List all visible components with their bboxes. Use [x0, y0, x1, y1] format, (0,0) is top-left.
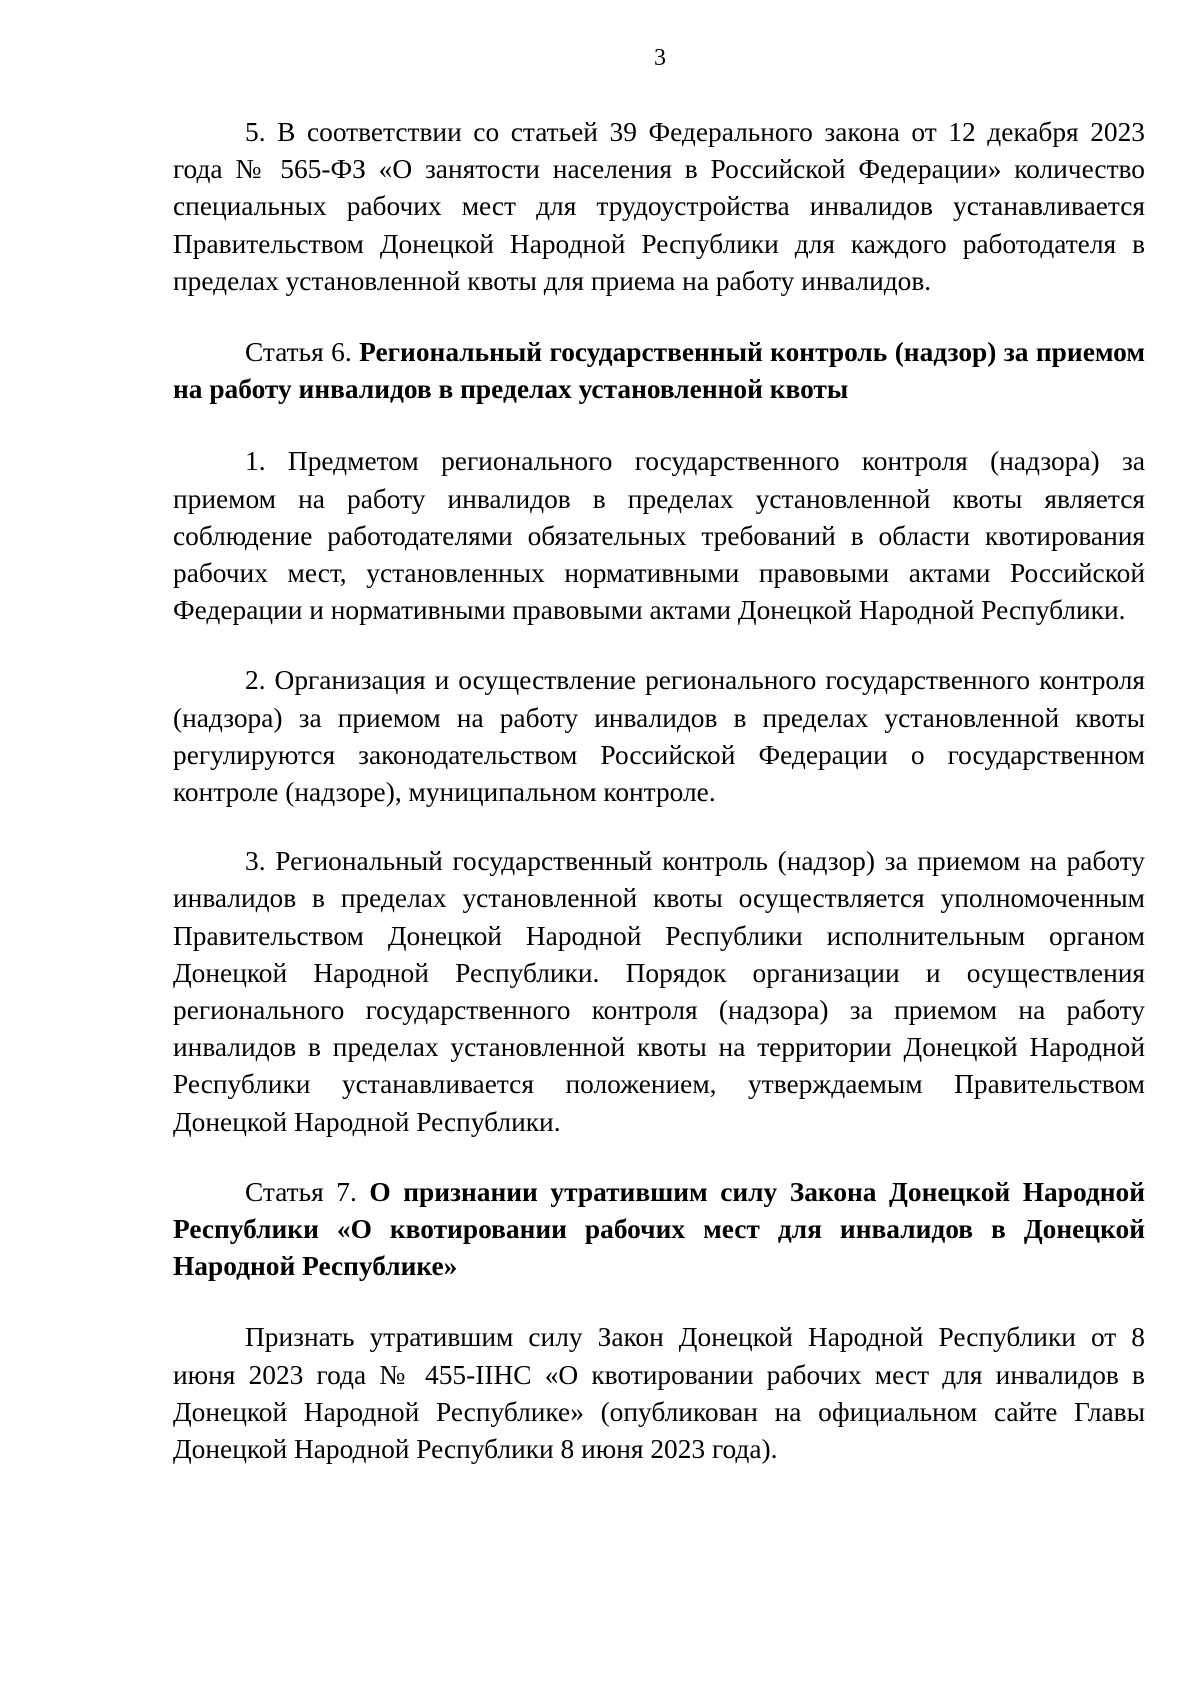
paragraph-5: 5. В соответствии со статьей 39 Федерального закона от 12 декабря 2023 года № 565-ФЗ «О занятости населения в Российской Федерации» количество специальных рабочих мест для трудоустройства инвалидов устанавливается Правительством Донецкой Народной Республики для каждого работодателя в пределах установленной квоты для приема на работу инвалидов.: [173, 117, 1145, 296]
article-7-title: О признании утратившим силу Закона Донецкой Народной Республики «О квотировании рабочих мест для инвалидов в Донецкой Народной Республике»: [173, 1176, 1145, 1282]
article-6-paragraph-2: 2. Организация и осуществление регионального государственного контроля (надзора) за приемом на работу инвалидов в пределах установленной квоты регулируются законодательством Российской Федерации о государственном контроле (надзоре), муниципальном контроле.: [173, 665, 1145, 808]
page-number: 3: [654, 45, 666, 71]
article-7-paragraph-1: Признать утратившим силу Закон Донецкой Народной Республики от 8 июня 2023 года № 455-IIНС «О квотировании рабочих мест для инвалидов в Донецкой Народной Республике» (опубликован на официальном сайте Главы Донецкой Народной Республики 8 июня 2023 года).: [173, 1322, 1145, 1465]
article-7-label: Статья 7.: [245, 1176, 370, 1207]
article-6-paragraph-1: 1. Предметом регионального государственного контроля (надзора) за приемом на работу инвалидов в пределах установленной квоты является соблюдение работодателями обязательных требований в области квотирования рабочих мест, установленных нормативными правовыми актами Российской Федерации и нормативными правовыми актами Донецкой Народной Республики.: [173, 446, 1145, 626]
document-body: [173, 114, 1145, 1468]
article-7-heading: [173, 1174, 1145, 1286]
article-6-paragraph-3: 3. Региональный государственный контроль (надзор) за приемом на работу инвалидов в пределах установленной квоты осуществляется уполномоченным Правительством Донецкой Народной Республики исполнительным органом Донецкой Народной Республики. Порядок организации и осуществления регионального государственного контроля (надзора) за приемом на работу инвалидов в пределах установленной квоты на территории Донецкой Народной Республики устанавливается положением, утверждаемым Правительством Донецкой Народной Республики.: [173, 846, 1145, 1137]
article-6-heading: [173, 334, 1145, 408]
article-6-title: Региональный государственный контроль (надзор) за приемом на работу инвалидов в пределах установленной квоты: [173, 337, 1145, 405]
article-6-label: Статья 6.: [245, 337, 360, 368]
